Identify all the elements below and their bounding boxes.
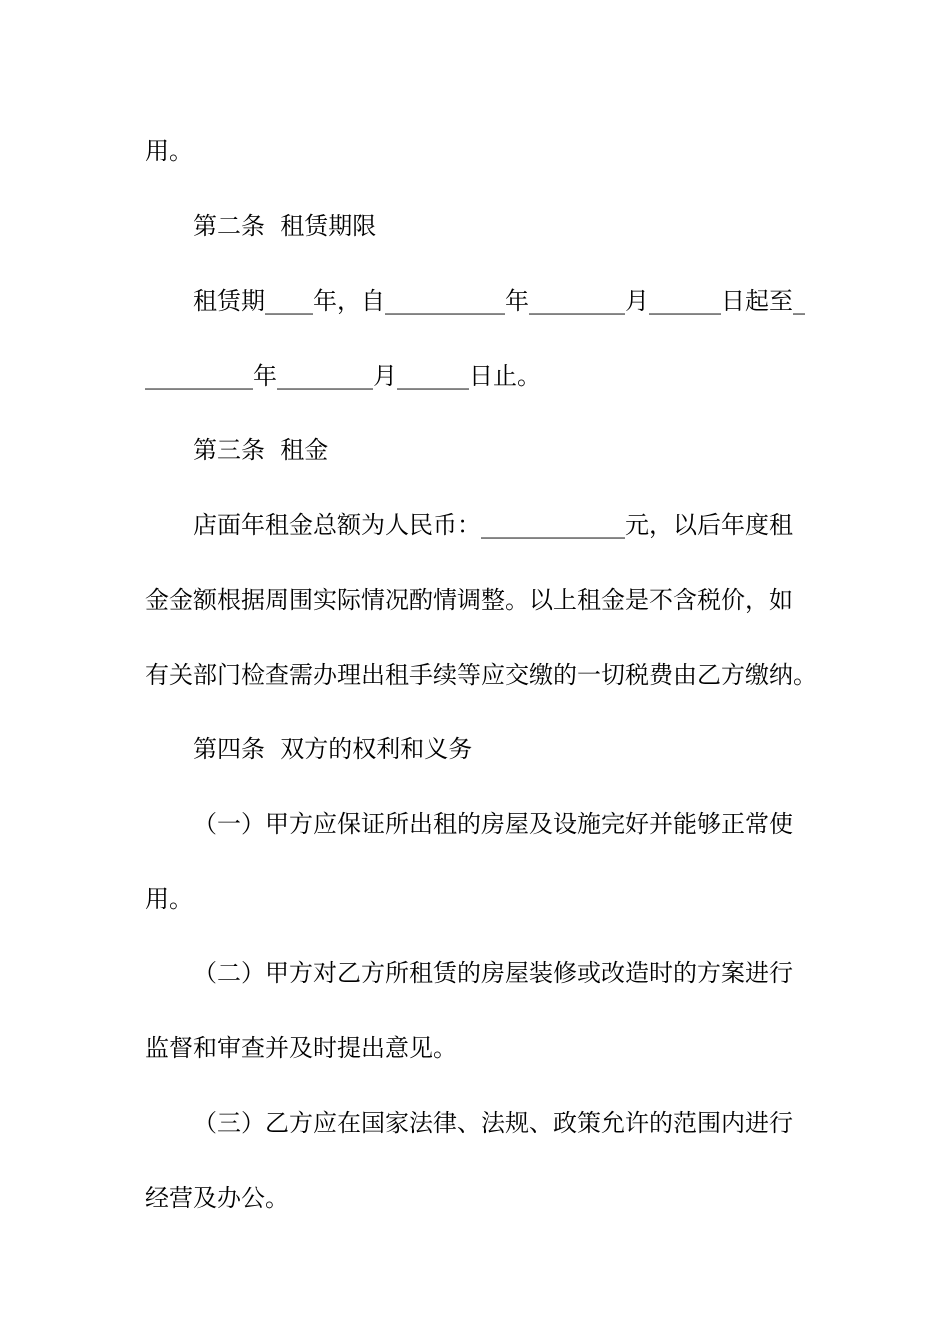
- text-line: 金金额根据周围实际情况酌情调整。以上租金是不含税价，如: [145, 586, 793, 614]
- text-line: 用。: [145, 885, 193, 913]
- text-line: （一）甲方应保证所出租的房屋及设施完好并能够正常使: [193, 810, 793, 838]
- text-line: 店面年租金总额为人民币：____________元，以后年度租: [193, 511, 793, 539]
- text-line: 租赁期____年，自__________年________月______日起至_: [193, 287, 805, 315]
- text-line: （二）甲方对乙方所租赁的房屋装修或改造时的方案进行: [193, 959, 793, 987]
- text-line: _________年________月______日止。: [145, 362, 541, 390]
- text-line: 用。: [145, 137, 193, 165]
- text-line: 经营及办公。: [145, 1184, 289, 1212]
- section-heading-rent: 第三条 租金: [193, 436, 329, 464]
- text-line: 监督和审查并及时提出意见。: [145, 1034, 457, 1062]
- section-heading-lease-term: 第二条 租赁期限: [193, 212, 377, 240]
- text-line: 有关部门检查需办理出租手续等应交缴的一切税费由乙方缴纳。: [145, 661, 817, 689]
- section-heading-rights-obligations: 第四条 双方的权利和义务: [193, 735, 473, 763]
- text-line: （三）乙方应在国家法律、法规、政策允许的范围内进行: [193, 1109, 793, 1137]
